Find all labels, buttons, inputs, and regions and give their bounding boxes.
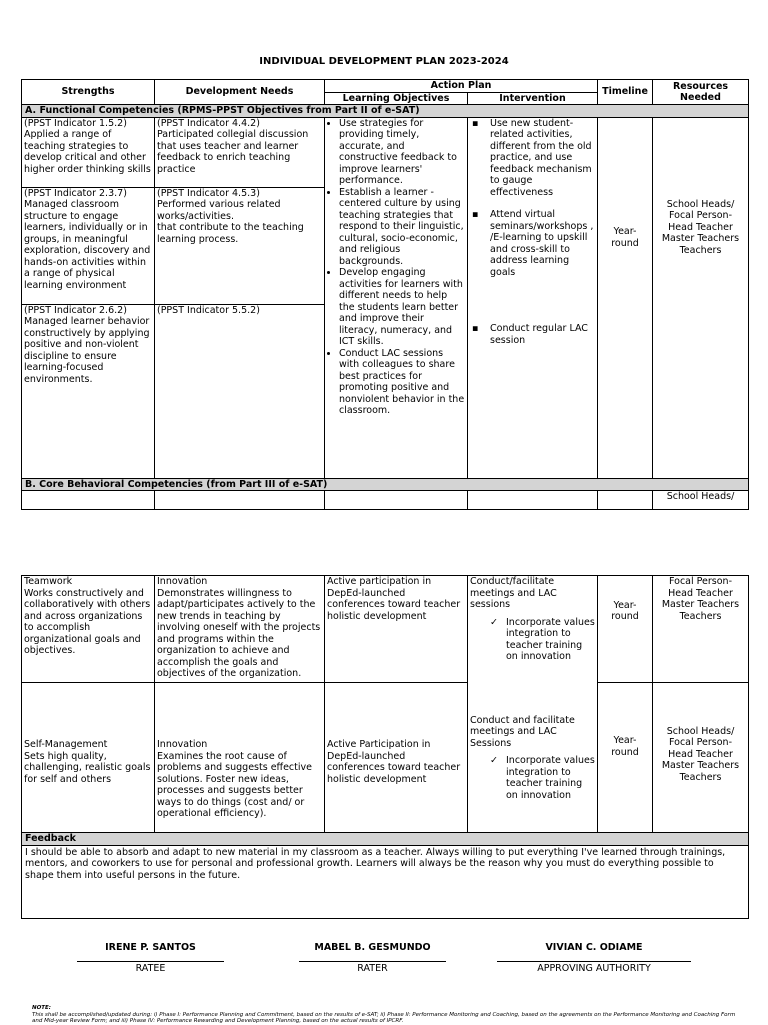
objective-item: • Use strategies for providing timely, accurate, and constructive feedback to improve learners' performance. bbox=[339, 118, 465, 187]
header-learning-objectives: Learning Objectives bbox=[325, 92, 468, 105]
idp-table-behavioral bbox=[21, 575, 749, 919]
strength-cell: Teamwork Works constructively and collaboratively with others and across organizations to accomplish organizational goals and objectives. bbox=[22, 576, 155, 683]
idp-table-functional bbox=[21, 79, 749, 510]
note-label: NOTE: bbox=[32, 1005, 51, 1011]
development-need-cell: Innovation Demonstrates willingness to adapt/participates actively to the new trends in teaching by involving oneself with the projects and programs within the organization to achieve and accomplish the goals and objectives of the organization. bbox=[155, 576, 325, 683]
intervention-cell bbox=[468, 683, 598, 833]
header-timeline: Timeline bbox=[598, 80, 653, 105]
resources-cell: Focal Person- Head Teacher Master Teachers Teachers bbox=[653, 576, 749, 683]
resources-cell: School Heads/ Focal Person- Head Teacher Master Teachers Teachers bbox=[653, 117, 749, 478]
section-b-heading: B. Core Behavioral Competencies (from Part III of e-SAT) bbox=[22, 478, 749, 491]
strength-cell: Self-Management Sets high quality, challenging, realistic goals for self and others bbox=[22, 683, 155, 833]
intervention-text: Conduct and facilitate meetings and LAC Sessions bbox=[470, 714, 575, 749]
development-need-cell: (PPST Indicator 5.5.2) bbox=[155, 304, 325, 478]
objective-item: • Conduct LAC sessions with colleagues to share best practices for promoting positive and nonviolent behavior in the classroom. bbox=[339, 348, 465, 417]
check-item: ✓ Incorporate values integration to teacher training on innovation bbox=[490, 755, 595, 801]
intervention-item: ▪ Use new student-related activities, different from the old practice, and use feedback mechanism to gauge effectiveness bbox=[470, 118, 595, 199]
strength-cell: (PPST Indicator 2.3.7) Managed classroom structure to engage learners, individually or in groups, in meaningful exploration, discovery and hands-on activities within a range of physical learning environment bbox=[22, 187, 155, 304]
intervention-item: ▪ Conduct regular LAC session bbox=[470, 323, 595, 346]
development-need-cell: (PPST Indicator 4.5.3) Performed various related works/activities. that contribute to the teaching learning process. bbox=[155, 187, 325, 304]
development-need-cell: (PPST Indicator 4.4.2) Participated collegial discussion that uses teacher and learner feedback to enrich teaching practice bbox=[155, 117, 325, 187]
header-resources: Resources Needed bbox=[653, 80, 749, 105]
intervention-text: Conduct/facilitate meetings and LAC sessions bbox=[470, 576, 557, 610]
learning-objectives-cell bbox=[325, 117, 468, 478]
intervention-item: ▪ Attend virtual seminars/workshops , /E-learning to upskill and cross-skill to address learning goals bbox=[470, 209, 595, 278]
header-development-needs: Development Needs bbox=[155, 80, 325, 105]
strength-cell: (PPST Indicator 1.5.2) Applied a range of teaching strategies to develop critical and other higher order thinking skills bbox=[22, 117, 155, 187]
section-a-heading: A. Functional Competencies (RPMS-PPST Objectives from Part II of e-SAT) bbox=[22, 105, 749, 118]
header-strengths: Strengths bbox=[22, 80, 155, 105]
document-title: INDIVIDUAL DEVELOPMENT PLAN 2023-2024 bbox=[259, 56, 509, 67]
ratee-role: RATEE bbox=[77, 961, 224, 975]
ratee-name: IRENE P. SANTOS bbox=[105, 942, 196, 953]
approving-authority-name: VIVIAN C. ODIAME bbox=[545, 942, 643, 953]
learning-objective-cell: Active Participation in DepEd-launched conferences toward teacher holistic development bbox=[325, 683, 468, 833]
rater-role: RATER bbox=[299, 961, 446, 975]
resources-cell: School Heads/ bbox=[653, 491, 749, 510]
objective-item: • Establish a learner - centered culture by using teaching strategies that respond to their linguistic, cultural, socio-economic, and religious backgrounds. bbox=[339, 187, 465, 268]
check-item: ✓ Incorporate values integration to teacher training on innovation bbox=[490, 617, 595, 663]
objective-item: • Develop engaging activities for learners with different needs to help the students learn better and improve their literacy, numeracy, and ICT skills. bbox=[339, 267, 465, 348]
timeline-cell: Year-round bbox=[598, 117, 653, 478]
header-intervention: Intervention bbox=[468, 92, 598, 105]
note bbox=[32, 1005, 742, 1025]
timeline-cell: Year-round bbox=[598, 576, 653, 683]
feedback-text: I should be able to absorb and adapt to new material in my classroom as a teacher. Always willing to put everything I've learned through trainings, mentors, and coworkers to use for personal and professional growth. Learners will always be the reason why you must do everything possible to shape them into useful persons in the future. bbox=[22, 845, 749, 918]
header-action-plan: Action Plan bbox=[325, 80, 598, 93]
intervention-cell bbox=[468, 576, 598, 683]
resources-cell: School Heads/ Focal Person- Head Teacher Master Teachers Teachers bbox=[653, 683, 749, 833]
rater-name: MABEL B. GESMUNDO bbox=[314, 942, 431, 953]
development-need-cell: Innovation Examines the root cause of problems and suggests effective solutions. Foster new ideas, processes and suggests better ways to do things (cost and/ or operational efficiency). bbox=[155, 683, 325, 833]
intervention-cell bbox=[468, 117, 598, 478]
note-text: This shall be accomplished/updated during: i) Phase I: Performance Planning and Commitment, based on the results of e-SAT; ii) Phase II: Performance Monitoring and Coaching, based on the agreements on the Performance Monitoring and Coaching Form and Mid-year Review Form; and iii) Phase IV: Performance Rewarding and Development Planning, based on the actual results of IPCRF. bbox=[32, 1011, 736, 1024]
feedback-heading: Feedback bbox=[22, 833, 749, 846]
timeline-cell: Year-round bbox=[598, 683, 653, 833]
strength-cell: (PPST Indicator 2.6.2) Managed learner behavior constructively by applying positive and non-violent discipline to ensure learning-focused environments. bbox=[22, 304, 155, 478]
approving-authority-role: APPROVING AUTHORITY bbox=[497, 961, 691, 975]
learning-objective-cell: Active participation in DepEd-launched conferences toward teacher holistic development bbox=[325, 576, 468, 683]
